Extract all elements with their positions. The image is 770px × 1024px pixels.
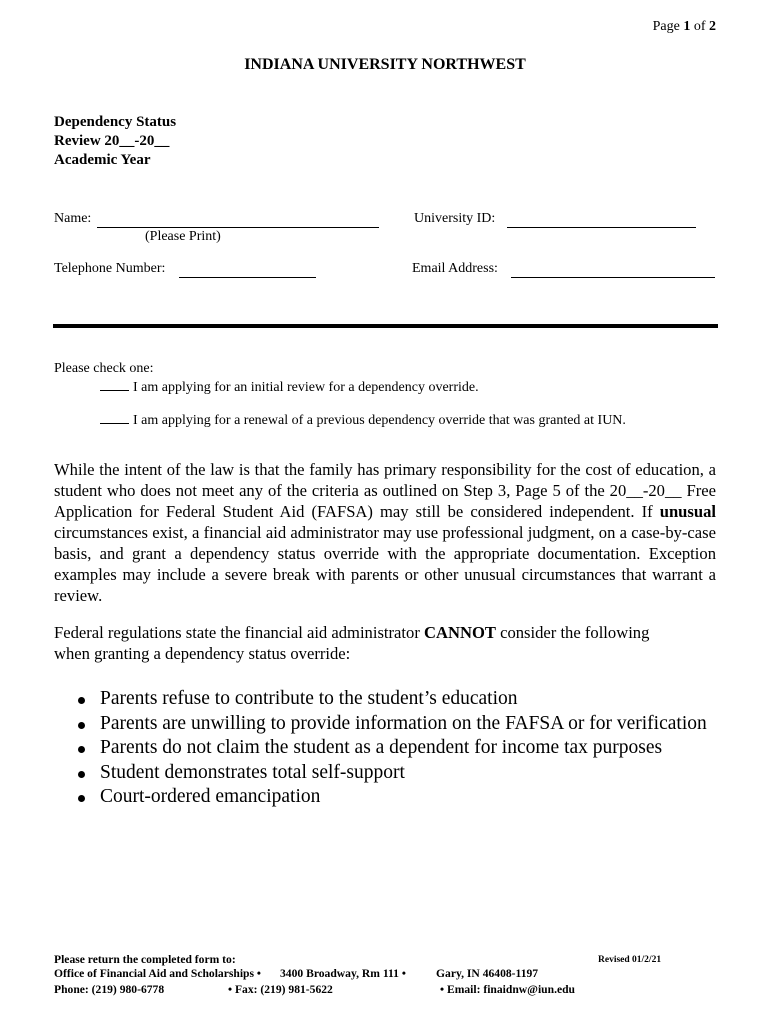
option-renewal [100, 412, 626, 429]
list-item: Student demonstrates total self-support [78, 761, 718, 786]
name-print-hint: (Please Print) [145, 229, 221, 244]
university-id-label: University ID: [414, 211, 496, 226]
name-field[interactable] [97, 227, 379, 228]
footer-revised-date: Revised 01/2/21 [598, 955, 662, 965]
email-label: Email Address: [412, 261, 498, 276]
footer-address: 3400 Broadway, Rm 111 • [280, 967, 406, 980]
university-heading: INDIANA UNIVERSITY NORTHWEST [244, 56, 526, 73]
option-renewal-label: I am applying for a renewal of a previous dependency override that was granted at IUN. [133, 413, 626, 428]
regulations-paragraph: Federal regulations state the financial aid administrator CANNOT consider the following when granting a dependency status override: [54, 623, 650, 663]
page-number: Page 1 of 2 [652, 19, 716, 34]
telephone-label: Telephone Number: [54, 261, 166, 276]
bullet-icon [78, 771, 85, 778]
bullet-icon [78, 697, 85, 704]
option-initial-review-checkbox[interactable] [100, 379, 129, 391]
intent-paragraph: While the intent of the law is that the family has primary responsibility for the cost of education, a student who does not meet any of the criteria as outlined on Step 3, Page 5 of the 20__-20__ Free Application for Federal Student Aid (FAFSA) may still be considered independent. If unusual circumstances exist, a financial aid administrator may use professional judgment, on a case-by-case basis, and grant a dependency status override with the appropriate documentation. Exception examples may include a severe break with parents or other unusual circumstances that warrant a review. [54, 460, 716, 605]
bullet-icon [78, 722, 85, 729]
university-id-field[interactable] [507, 227, 696, 228]
footer-email: • Email: finaidnw@iun.edu [440, 983, 576, 996]
bullet-icon [78, 795, 85, 802]
footer-city: Gary, IN 46408-1197 [436, 967, 539, 980]
telephone-field[interactable] [179, 277, 316, 278]
list-item: Parents refuse to contribute to the student’s education [78, 687, 718, 712]
name-label: Name: [54, 211, 92, 226]
email-field[interactable] [511, 277, 715, 278]
footer-return-text: Please return the completed form to: [54, 953, 236, 966]
option-initial-review-label: I am applying for an initial review for a dependency override. [133, 380, 479, 395]
exclusion-list [78, 687, 718, 810]
option-renewal-checkbox[interactable] [100, 412, 129, 424]
bullet-icon [78, 746, 85, 753]
footer-fax: • Fax: (219) 981-5622 [228, 983, 333, 996]
footer-office: Office of Financial Aid and Scholarships • [54, 967, 261, 980]
list-item: Court-ordered emancipation [78, 785, 718, 810]
list-item: Parents are unwilling to provide information on the FAFSA or for verification [78, 712, 718, 737]
section-divider [53, 324, 718, 328]
option-initial-review [100, 379, 479, 396]
form-title-line-2: Review 20__-20__ [54, 133, 170, 149]
form-title-line-3: Academic Year [54, 152, 151, 168]
check-one-prompt: Please check one: [54, 361, 154, 376]
form-title-line-1: Dependency Status [54, 114, 177, 130]
list-item: Parents do not claim the student as a dependent for income tax purposes [78, 736, 718, 761]
footer-phone: Phone: (219) 980-6778 [54, 983, 165, 996]
